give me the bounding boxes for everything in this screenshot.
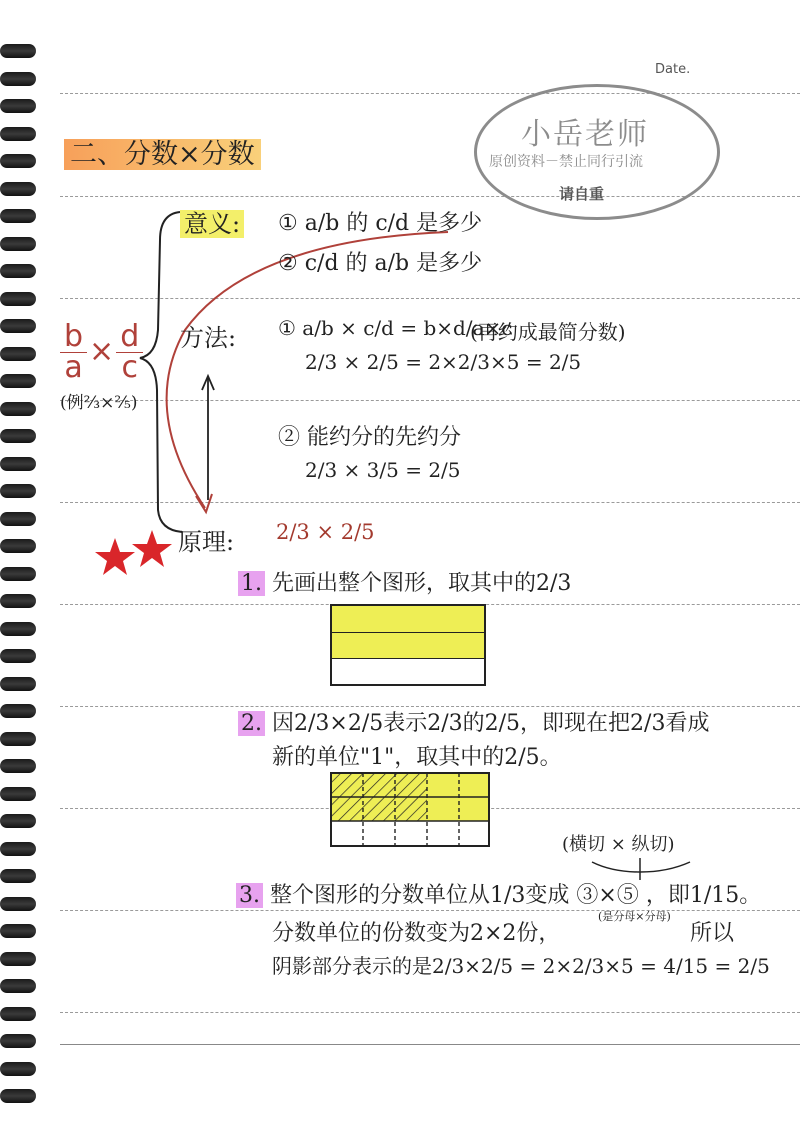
step-1 bbox=[238, 566, 571, 597]
star-icon bbox=[132, 530, 172, 567]
step-2-line-2: 新的单位"1"，取其中的2/5。 bbox=[272, 745, 562, 770]
stamp-title: 小岳老师 bbox=[521, 117, 649, 152]
step-3-line-2: 分数单位的份数变为2×2份， bbox=[272, 921, 561, 946]
diagram-1-row-1 bbox=[332, 606, 484, 633]
diagram-2 bbox=[330, 772, 490, 848]
section-title-text: 二、分数×分数 bbox=[64, 139, 261, 170]
method-label: 方法: bbox=[180, 324, 237, 352]
principle-label: 原理: bbox=[178, 528, 235, 556]
step-3-line-1: 整个图形的分数单位从1/3变成 ③×⑤ ，即1/15。 bbox=[270, 883, 762, 908]
step-2-num: 2. bbox=[238, 711, 265, 736]
method-item-1-note: (再约成最简分数) bbox=[470, 320, 626, 344]
step-3-num: 3. bbox=[236, 883, 263, 908]
diagram-1-row-2 bbox=[332, 633, 484, 659]
meaning-label: 意义: bbox=[180, 204, 244, 239]
step-2-line-1: 因2/3×2/5表示2/3的2/5，即现在把2/3看成 bbox=[272, 711, 710, 736]
step-3-sub: (是分母×分母) bbox=[598, 910, 671, 923]
principle-expr: 2/3 × 2/5 bbox=[276, 520, 375, 544]
meaning-item-1: ① a/b 的 c/d 是多少 bbox=[278, 211, 483, 236]
meaning-item-2: ② c/d 的 a/b 是多少 bbox=[278, 251, 483, 276]
method-example-2: 2/3 × 3/5 = 2/5 bbox=[305, 458, 461, 482]
step-1-text: 先画出整个图形，取其中的2/3 bbox=[272, 571, 572, 596]
stamp-footer: 请自重 bbox=[559, 185, 605, 203]
date-label: Date. bbox=[655, 62, 691, 77]
step-3-annotation: (横切 × 纵切) bbox=[562, 834, 675, 855]
step-1-num: 1. bbox=[238, 571, 265, 596]
left-formula: $\frac{b}{a}$ × $\frac{d}{c}$ bbox=[58, 322, 145, 383]
step-3 bbox=[236, 878, 761, 909]
annotation-bracket bbox=[592, 862, 690, 872]
diagram-1-row-3 bbox=[332, 659, 484, 684]
diagram-1 bbox=[330, 604, 486, 686]
star-icon bbox=[95, 538, 135, 575]
brace-line bbox=[140, 212, 182, 532]
step-3-line-3: 阴影部分表示的是2/3×2/5 = 2×2/3×5 = 4/15 = 2/5 bbox=[272, 954, 770, 978]
method-item-1: ① a/b × c/d = b×d/a×c bbox=[278, 316, 513, 340]
step-2 bbox=[238, 706, 709, 737]
method-item-2: ② 能约分的先约分 bbox=[278, 425, 461, 450]
stamp-subtitle: 原创资料－禁止同行引流 bbox=[489, 154, 643, 170]
method-example-1: 2/3 × 2/5 = 2×2/3×5 = 2/5 bbox=[305, 350, 582, 374]
left-formula-example: (例⅔×⅖) bbox=[60, 393, 138, 413]
step-3-line-2-end: 所以 bbox=[690, 921, 735, 946]
